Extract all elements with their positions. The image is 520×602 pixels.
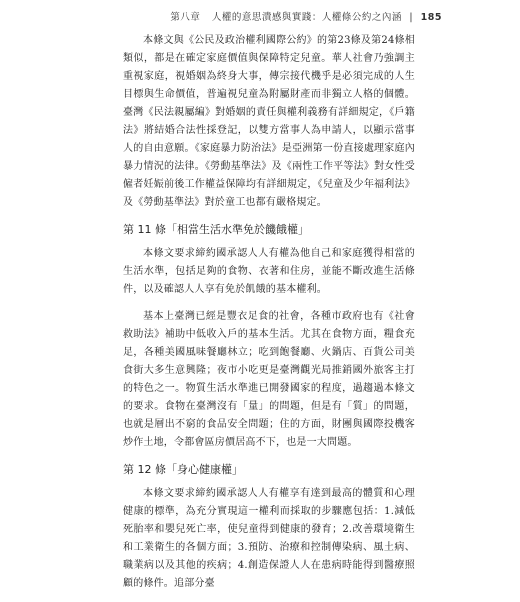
- paragraph-article11-taiwan: 基本上臺灣已經是豐衣足食的社會，各種市政府也有《社會救助法》補助中低收入戶的基本生活。尤其在食物方面，糧食充足，各種美國風味餐廳林立；吃到飽餐廳、火鍋店、百貨公司美食街大多生意興隆；夜市小吃更是臺灣觀光局推銷國外旅客主打的特色之一。物質生活水準進已開發國家的程度，過趨過本條文的要求。食物在臺灣沒有「量」的問題，但是有「質」的問題，也就是層出不窮的食品安全問題；住的方面，財團與國際投機客炒作土地，令都會區房價居高不下，也是一大問題。: [123, 311, 415, 448]
- paragraph-article10-commentary: 本條文與《公民及政治權利國際公約》的第23條及第24條相類似，都是在確定家庭價值與保障特定兒童。華人社會乃強調主重視家庭，視婚姻為終身大事，傳宗接代機乎是必須完成的人生目標與生命價值，普遍視兒童為附屬財產而非獨立人格的個體。臺灣《民法親屬編》對婚姻的責任與權利義務有詳細規定，《戶籍法》將結婚合法性採登記，以雙方當事人為申請人，以顯示當事人的自由意願。《家庭暴力防治法》是亞洲第一份直接處理家庭內暴力情況的法律。《勞動基準法》及《兩性工作平等法》對女性受僱者妊娠前後工作權益保障均有詳細規定，《兒童及少年福利法》及《勞動基準法》對於童工也都有嚴格規定。: [123, 35, 415, 208]
- header-divider: |: [409, 12, 414, 23]
- chapter-title: 人權的意思潰感與實踐：人權條公約之內涵: [211, 12, 402, 23]
- section-heading-article-12: 第 12 條「身心健康權」: [123, 463, 243, 476]
- running-header: [170, 9, 442, 23]
- page-number: 185: [420, 12, 442, 23]
- page-body: [123, 32, 415, 602]
- chapter-label: 第八章: [170, 12, 201, 23]
- paragraph-article11-intro: 本條文要求締約國承認人人有權為他自己和家庭獲得相當的生活水準，包括足夠的食物、衣著和住房，並能不斷改進生活條件，以及確認人人享有免於飢餓的基本權利。: [123, 248, 415, 295]
- paragraph-article12-intro: 本條文要求締約國承認人人有權享有達到最高的體質和心理健康的標準，為充分實現這一權利而採取的步驟應包括：1.減低死胎率和嬰兒死亡率，使兒童得到健康的發育；2.改善環境衛生和工業衛生的各個方面；3.預防、治療和控制傳染病、風土病、職業病以及其他的疾病；4.創造保證人人在患病時能得到醫療照顧的條件。追部分臺: [123, 488, 415, 589]
- section-heading-article-11: 第 11 條「相當生活水準免於饑餓權」: [123, 223, 309, 236]
